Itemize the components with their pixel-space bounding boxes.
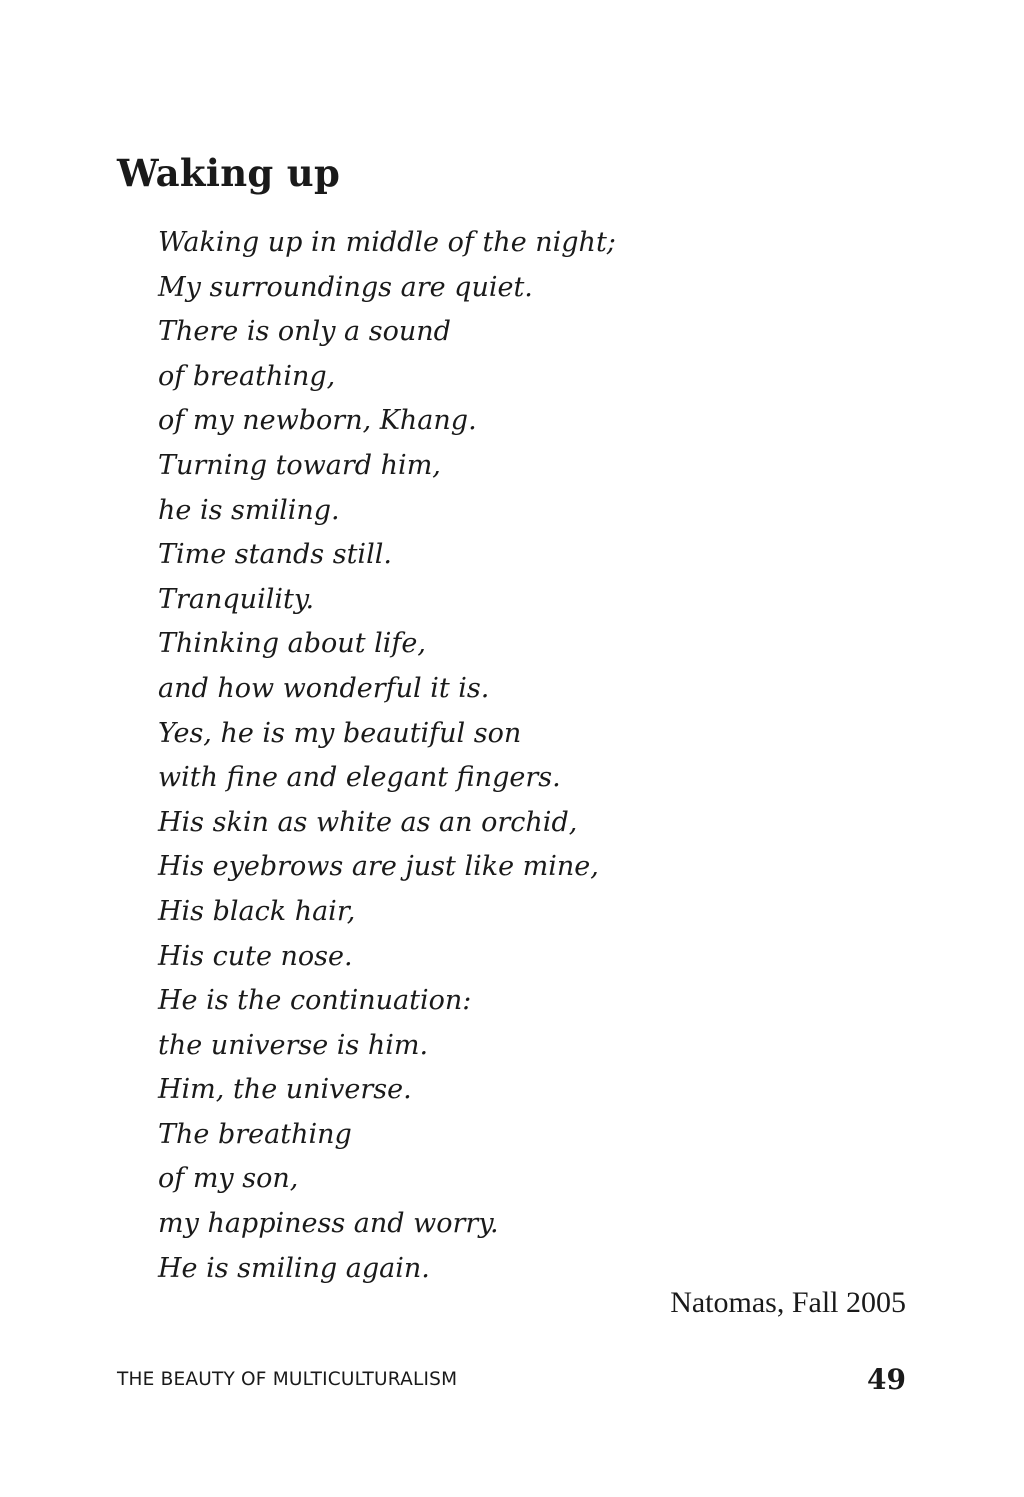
poem-line: His cute nose.	[158, 940, 353, 972]
poem-line: His black hair,	[158, 895, 356, 927]
poem-line: of my son,	[158, 1163, 299, 1195]
poem-body	[158, 221, 616, 1291]
poem-line: His eyebrows are just like mine,	[158, 851, 599, 883]
poem-line: He is smiling again.	[158, 1252, 430, 1284]
poem-line: Turning toward him,	[158, 449, 441, 481]
poem-line: Tranquility.	[158, 583, 315, 615]
poem-line: the universe is him.	[158, 1029, 429, 1061]
poem-line: He is the continuation:	[158, 985, 472, 1017]
poem-line: Time stands still.	[158, 539, 392, 571]
poem-line: There is only a sound	[158, 316, 451, 348]
poem-title: Waking up	[117, 151, 341, 195]
poem-line: Him, the universe.	[158, 1074, 412, 1106]
poem-line: he is smiling.	[158, 494, 340, 526]
poem-line: and how wonderful it is.	[158, 672, 490, 704]
poem-line: my happiness and worry.	[158, 1208, 499, 1240]
poem-attribution: Natomas, Fall 2005	[670, 1286, 906, 1319]
poem-line: of breathing,	[158, 360, 336, 392]
running-footer-title: THE BEAUTY OF MULTICULTURALISM	[117, 1369, 458, 1390]
poem-line: Waking up in middle of the night;	[158, 227, 616, 258]
poem-line: Yes, he is my beautiful son	[158, 717, 522, 749]
poem-line: The breathing	[158, 1118, 352, 1150]
poem-line: My surroundings are quiet.	[158, 271, 533, 303]
poem-line: with fine and elegant fingers.	[158, 762, 561, 794]
poem-line: of my newborn, Khang.	[158, 405, 477, 437]
poem-line: Thinking about life,	[158, 628, 426, 660]
poem-line: His skin as white as an orchid,	[158, 806, 578, 838]
page-number: 49	[867, 1363, 906, 1396]
